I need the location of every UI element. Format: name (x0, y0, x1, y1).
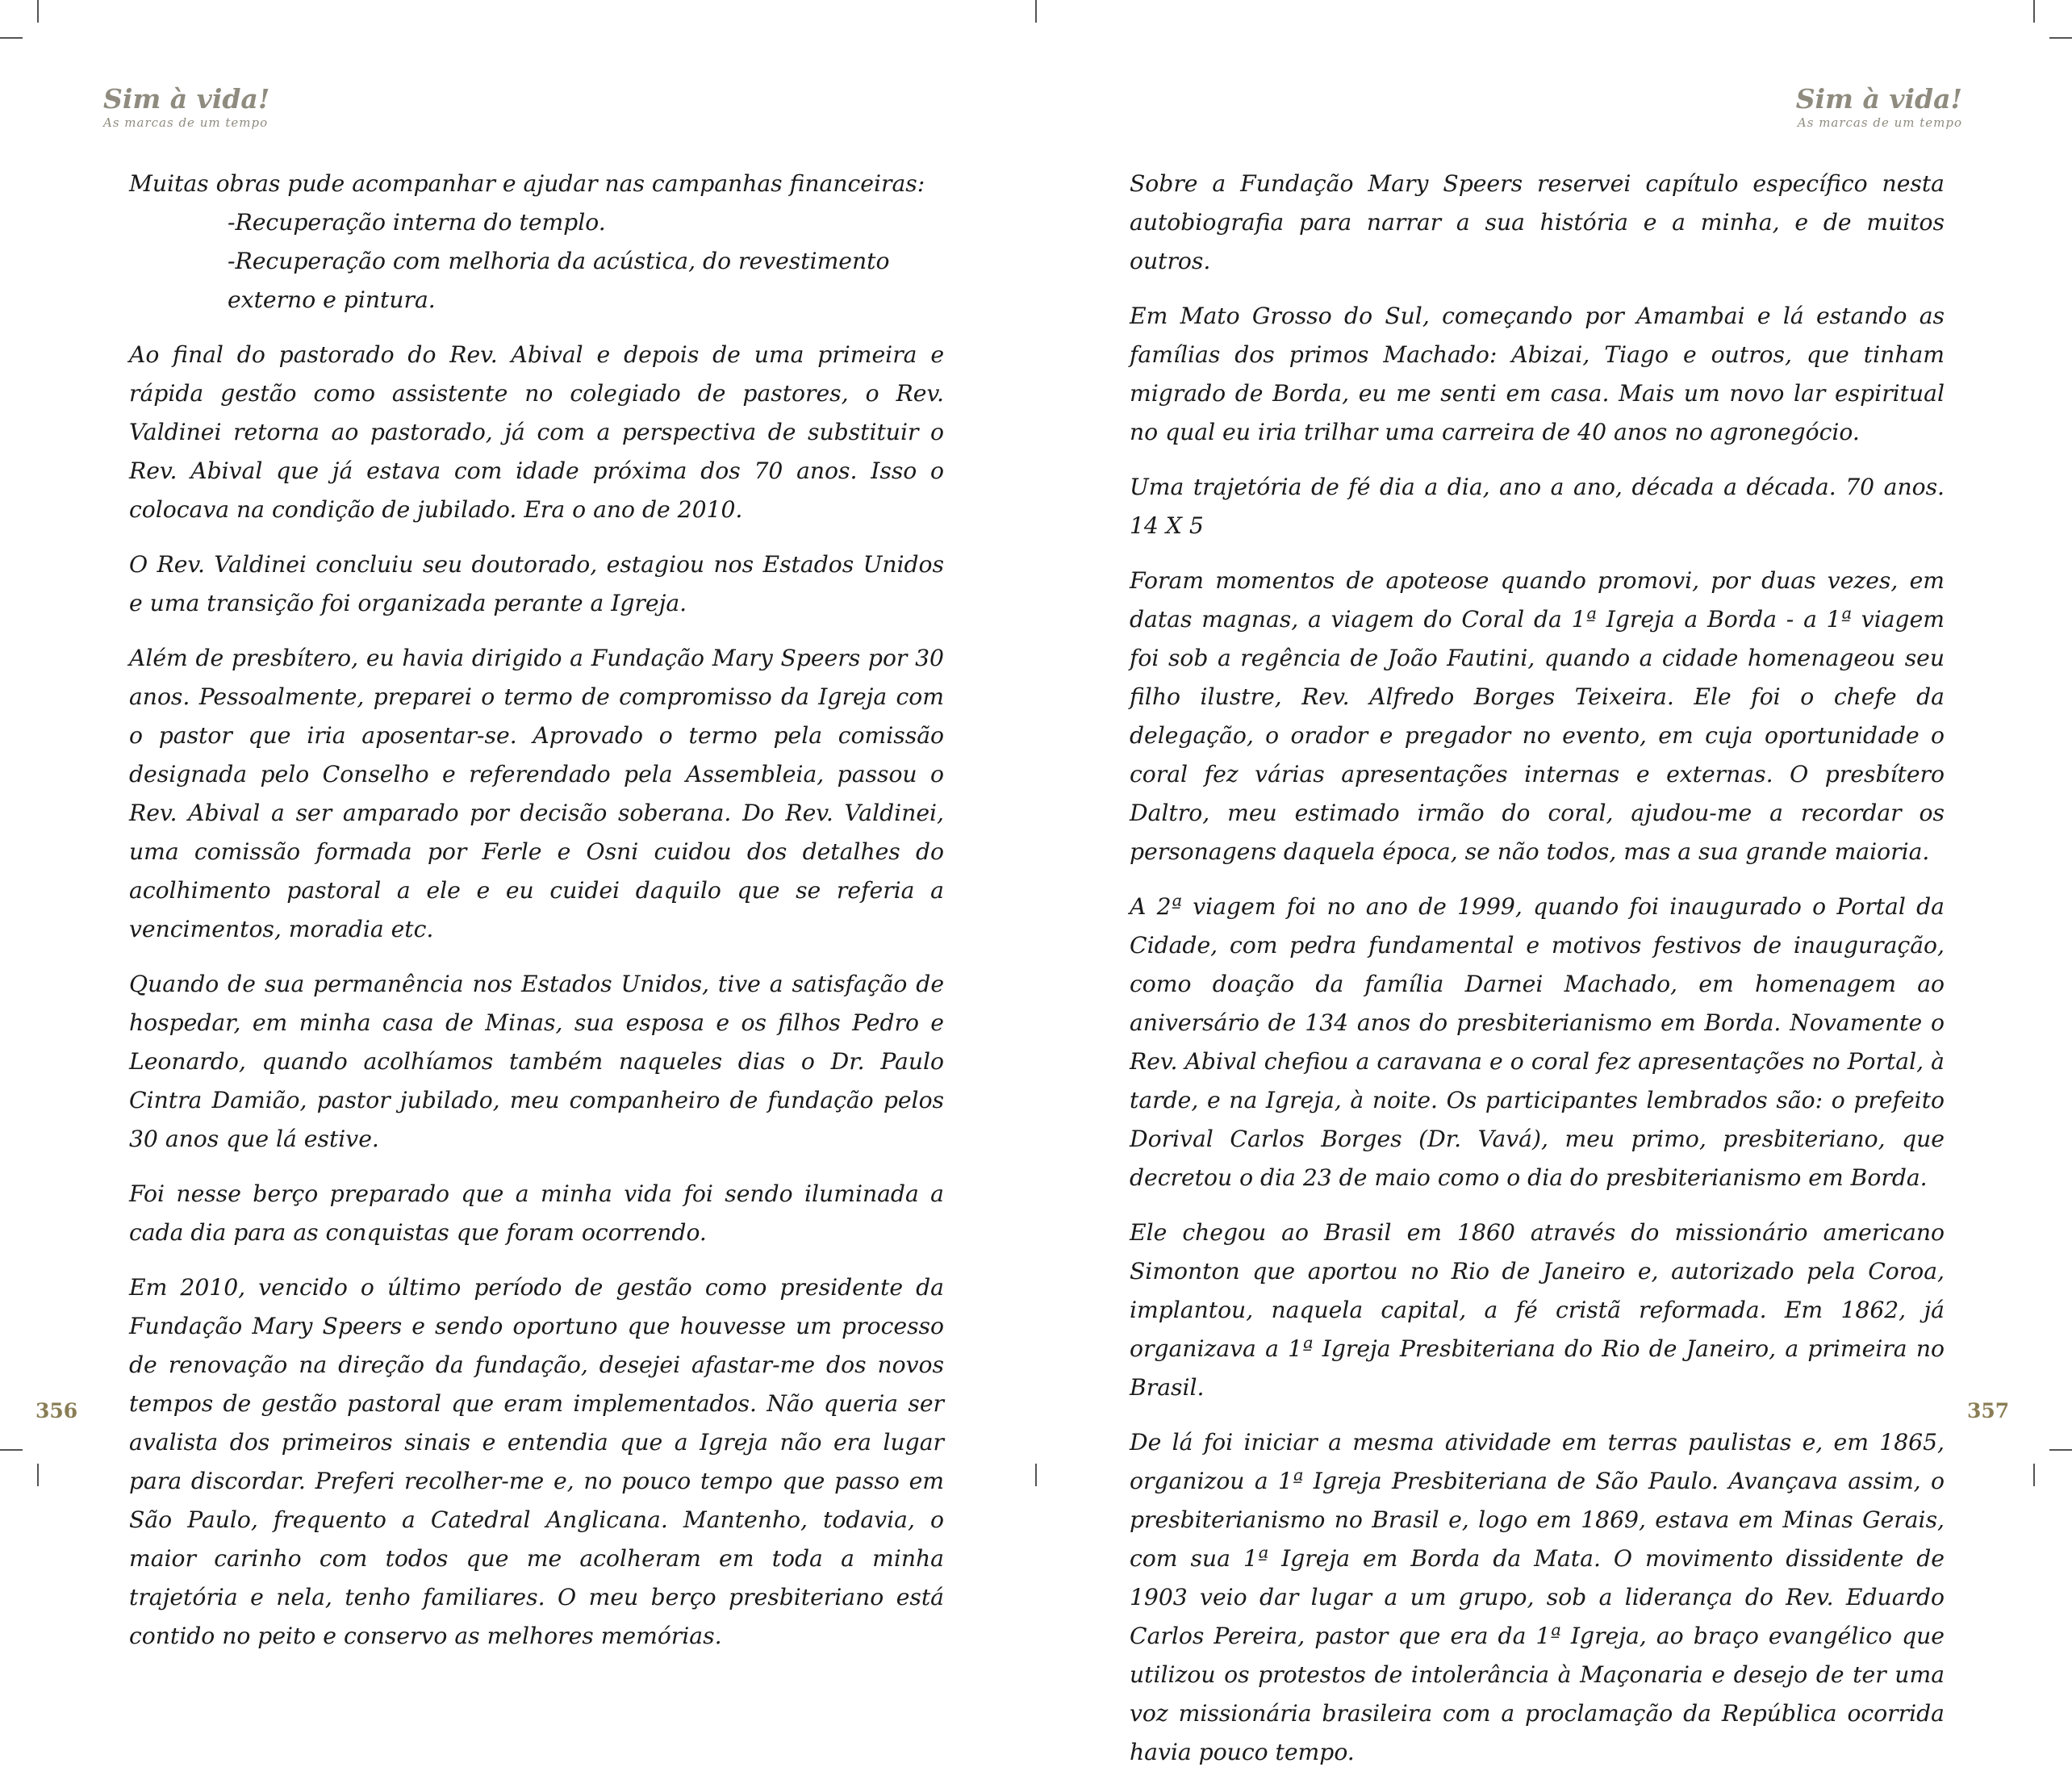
paragraph: Em 2010, vencido o último período de gestão como presidente da Fundação Mary Speers e sendo oportuno que houvesse um processo de renovação na direção da fundação, desejei afastar-me dos novos tempos de gestão pastoral que eram implementados. Não queria ser avalista dos primeiros sinais e entendia que a Igreja não era lugar para discordar. Preferi recolher-me e, no pouco tempo que passo em São Paulo, frequento a Catedral Anglicana. Mantenho, todavia, o maior carinho com todos que me acolheram em toda a minha trajetória e nela, tenho familiares. O meu berço presbiteriano está contido no peito e conservo as melhores memórias. (129, 1274, 944, 1649)
paragraph: Quando de sua permanência nos Estados Unidos, tive a satisfação de hospedar, em minha casa de Minas, sua esposa e os filhos Pedro e Leonardo, quando acolhíamos também naqueles dias o Dr. Paulo Cintra Damião, pastor jubilado, meu companheiro de fundação pelos 30 anos que lá estive. (129, 971, 944, 1152)
page-number: 357 (1967, 1399, 2010, 1422)
paragraph: Muitas obras pude acompanhar e ajudar nas campanhas financeiras: (129, 170, 925, 197)
paragraph: De lá foi iniciar a mesma atividade em terras paulistas e, em 1865, organizou a 1ª Igreja Presbiteriana de São Paulo. Avançava assim, o presbiterianismo no Brasil e, logo em 1869, estava em Minas Gerais, com sua 1ª Igreja em Borda da Mata. O movimento dissidente de 1903 veio dar lugar a um grupo, sob a liderança do Rev. Eduardo Carlos Pereira, pastor que era da 1ª Igreja, ao braço evangélico que utilizou os protestos de intolerância à Maçonaria e desejo de ter uma voz missionária brasileira com a proclamação da República ocorrida havia pouco tempo. (1130, 1429, 1945, 1765)
paragraph: O Rev. Valdinei concluiu seu doutorado, estagiou nos Estados Unidos e uma transição foi organizada perante a Igreja. (129, 551, 944, 616)
list-item: -Recuperação interna do templo. (228, 209, 606, 236)
paragraph: Ele chegou ao Brasil em 1860 através do missionário americano Simonton que aportou no Rio de Janeiro e, autorizado pela Coroa, implantou, naquela capital, a fé cristã reformada. Em 1862, já organizava a 1ª Igreja Presbiteriana do Rio de Janeiro, a primeira no Brasil. (1130, 1219, 1945, 1401)
paragraph: Em Mato Grosso do Sul, começando por Amambai e lá estando as famílias dos primos Machado: Abizai, Tiago e outros, que tinham migrado de Borda, eu me senti em casa. Mais um novo lar espiritual no qual eu iria trilhar uma carreira de 40 anos no agronegócio. (1130, 303, 1945, 445)
paragraph: A 2ª viagem foi no ano de 1999, quando foi inaugurado o Portal da Cidade, com pedra fundamental e motivos festivos de inauguração, como doação da família Darnei Machado, em homenagem ao aniversário de 134 anos do presbiterianismo em Borda. Novamente o Rev. Abival chefiou a caravana e o coral fez apresentações no Portal, à tarde, e na Igreja, à noite. Os participantes lembrados são: o prefeito Dorival Carlos Borges (Dr. Vavá), meu primo, presbiteriano, que decretou o dia 23 de maio como o dia do presbiterianismo em Borda. (1130, 893, 1945, 1191)
paragraph: Ao final do pastorado do Rev. Abival e depois de uma primeira e rápida gestão como assistente no colegiado de pastores, o Rev. Valdinei retorna ao pastorado, já com a perspectiva de substituir o Rev. Abival que já estava com idade próxima dos 70 anos. Isso o colocava na condição de jubilado. Era o ano de 2010. (129, 341, 944, 523)
running-head (1688, 83, 1962, 130)
paragraph: Sobre a Fundação Mary Speers reservei capítulo específico nesta autobiografia para narrar a sua história e a minha, e de muitos outros. (1130, 170, 1945, 274)
body-text (1130, 165, 1945, 1788)
list-item: -Recuperação com melhoria da acústica, do revestimento externo e pintura. (228, 248, 890, 313)
running-title: Sim à vida! (1795, 83, 1962, 115)
paragraph: Foram momentos de apoteose quando promovi, por duas vezes, em datas magnas, a viagem do Coral da 1ª Igreja a Borda - a 1ª viagem foi sob a regência de João Fautini, quando a cidade homenageou seu filho ilustre, Rev. Alfredo Borges Teixeira. Ele foi o chefe da delegação, o orador e pregador no evento, em cuja oportunidade o coral fez várias apresentações internas e externas. O presbítero Daltro, meu estimado irmão do coral, ajudou-me a recordar os personagens daquela época, se não todos, mas a sua grande maioria. (1130, 567, 1945, 865)
paragraph: Foi nesse berço preparado que a minha vida foi sendo iluminada a cada dia para as conquistas que foram ocorrendo. (129, 1180, 944, 1246)
paragraph: Uma trajetória de fé dia a dia, ano a ano, década a década. 70 anos. 14 X 5 (1130, 474, 1945, 539)
running-subtitle: As marcas de um tempo (103, 115, 269, 130)
paragraph: Além de presbítero, eu havia dirigido a Fundação Mary Speers por 30 anos. Pessoalmente, preparei o termo de compromisso da Igreja com o pastor que iria aposentar-se. Aprovado o termo pela comissão designada pelo Conselho e referendado pela Assembleia, passou o Rev. Abival a ser amparado por decisão soberana. Do Rev. Valdinei, uma comissão formada por Ferle e Osni cuidou dos detalhes do acolhimento pastoral a ele e eu cuidei daquilo que se referia a vencimentos, moradia etc. (129, 645, 944, 942)
running-subtitle: As marcas de um tempo (1797, 115, 1962, 130)
running-title: Sim à vida! (103, 83, 270, 115)
page-number: 356 (36, 1399, 78, 1422)
